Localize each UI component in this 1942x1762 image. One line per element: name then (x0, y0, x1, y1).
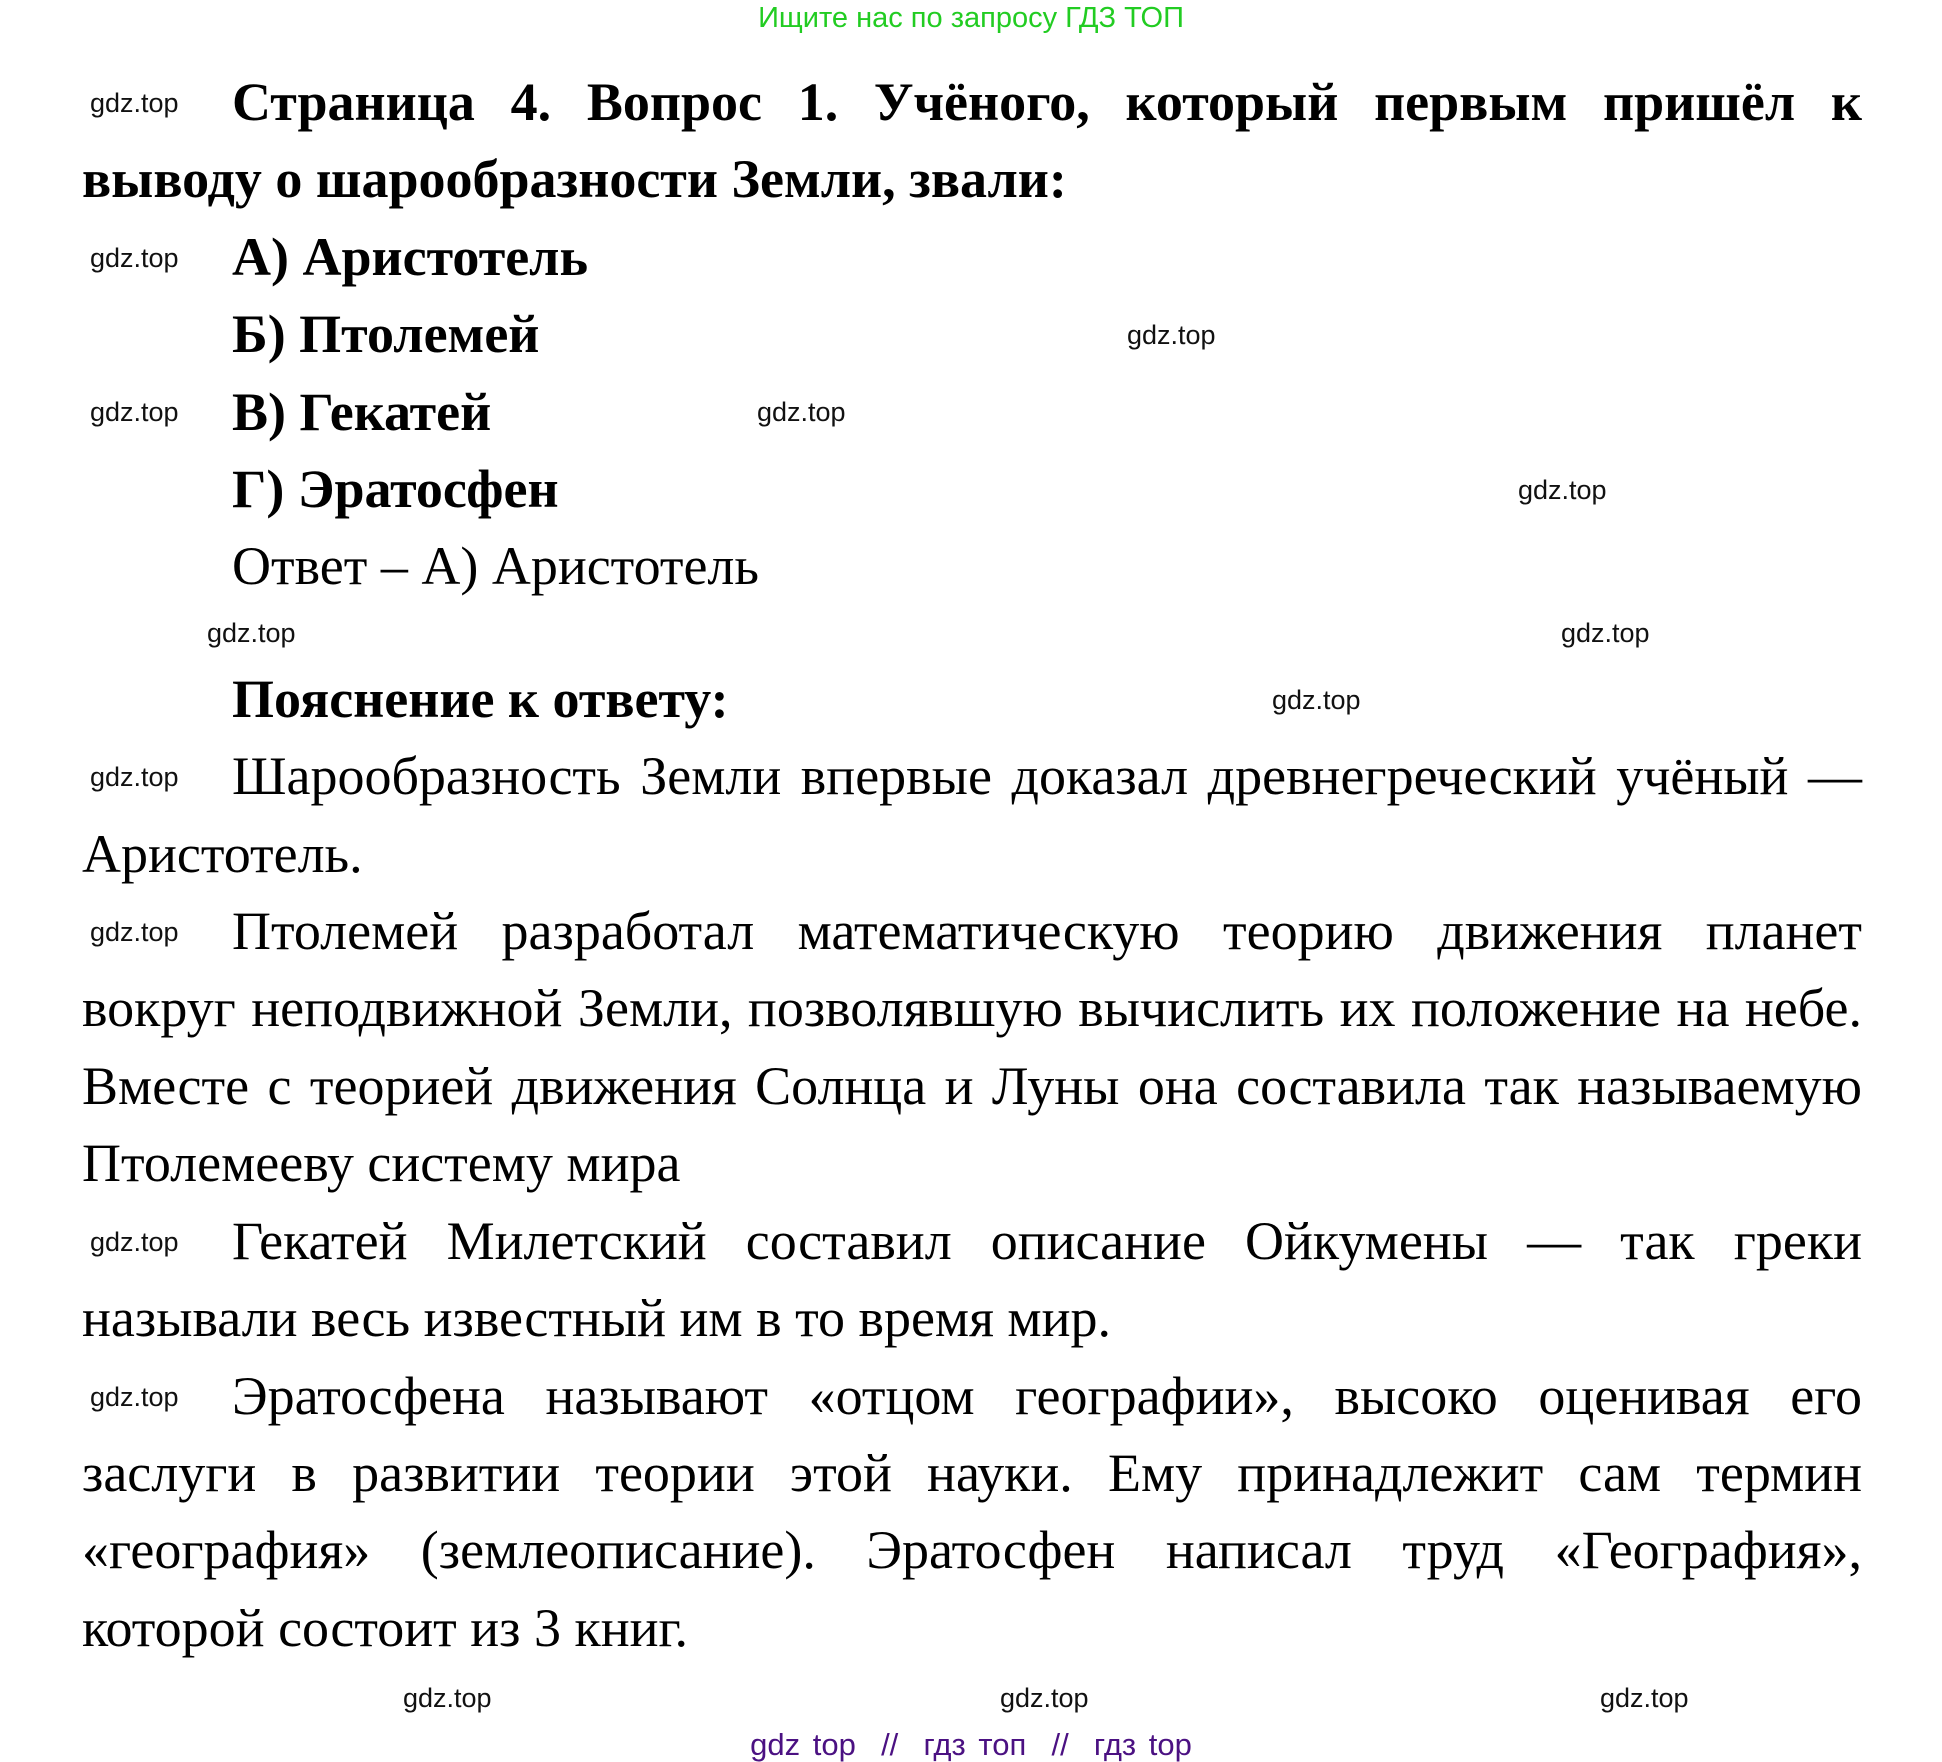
explanation-heading: Пояснение к ответу: (232, 668, 729, 729)
question-title: Страница 4. Вопрос 1. Учёного, который первым пришёл к выводу о шарообразности Земли, звали: (82, 72, 1862, 210)
watermark: gdz.top (90, 1227, 179, 1257)
watermark: gdz.top (757, 397, 846, 427)
watermark: gdz.top (90, 762, 179, 792)
watermark: gdz.top (1518, 475, 1607, 505)
explanation-paragraph: Шарообразность Земли впервые доказал древнегреческий учёный — Аристотель. (82, 746, 1862, 884)
watermark: gdz.top (403, 1683, 492, 1713)
explanation-paragraph: Гекатей Милетский составил описание Ойкумены — так греки называли весь известный им в то время мир. (82, 1210, 1862, 1349)
watermark: gdz.top (90, 243, 179, 273)
answer: Ответ – А) Аристотель (232, 536, 760, 597)
watermark: gdz.top (90, 397, 179, 427)
option-a: А) Аристотель (232, 226, 589, 287)
watermark: gdz.top (90, 88, 179, 118)
document-body (82, 64, 1862, 1667)
option-c: В) Гекатей (232, 381, 492, 442)
promo-banner: Ищите нас по запросу ГДЗ ТОП (758, 2, 1184, 34)
explanation-paragraph: Птолемей разработал математическую теорию движения планет вокруг неподвижной Земли, позволявшую вычислить их положение на небе. Вместе с теорией движения Солнца и Луны она составила так называемую Птолемееву систему мира (82, 901, 1862, 1194)
watermark: gdz.top (207, 618, 296, 648)
watermark: gdz.top (90, 917, 179, 947)
explanation-paragraph: Эратосфена называют «отцом географии», высоко оценивая его заслуги в развитии теории этой науки. Ему принадлежит сам термин «география» (землеописание). Эратосфен написал труд «География», которой состоит из 3 книг. (82, 1365, 1862, 1658)
footer-links: gdz top // гдз топ // гдз top (750, 1727, 1192, 1762)
watermark: gdz.top (1000, 1683, 1089, 1713)
watermark: gdz.top (1127, 320, 1216, 350)
watermark: gdz.top (1561, 618, 1650, 648)
watermark: gdz.top (1272, 685, 1361, 715)
option-b: Б) Птолемей (232, 304, 540, 365)
watermark: gdz.top (1600, 1683, 1689, 1713)
watermark: gdz.top (90, 1382, 179, 1412)
option-d: Г) Эратосфен (232, 459, 559, 520)
